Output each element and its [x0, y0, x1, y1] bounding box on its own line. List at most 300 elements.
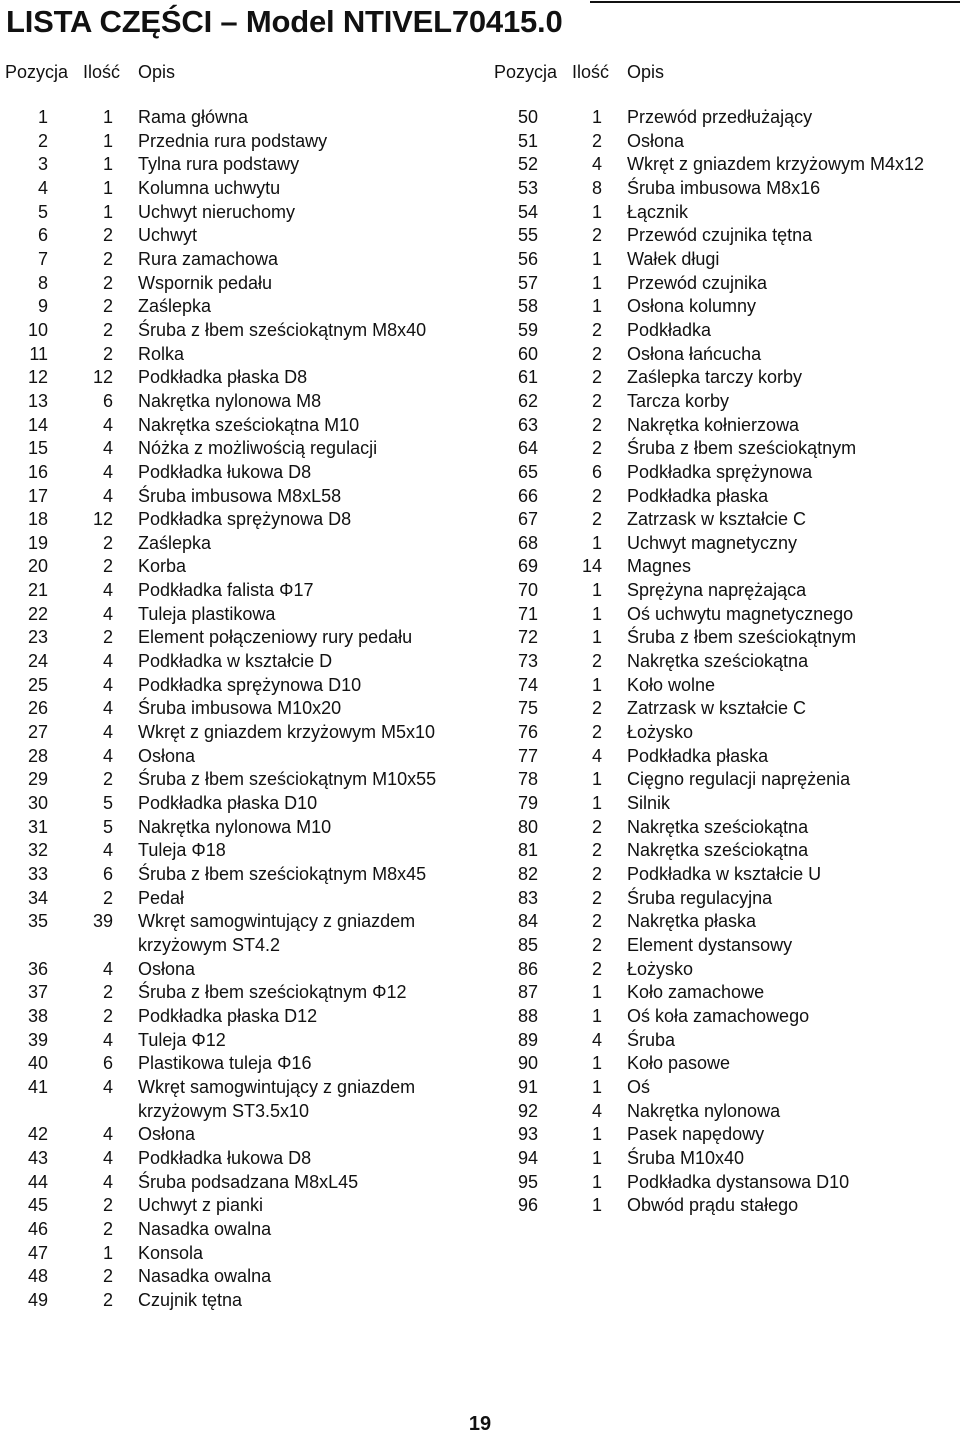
header-position: Pozycja	[5, 62, 69, 82]
part-row	[490, 366, 960, 390]
part-position: 82	[517, 864, 538, 884]
part-position: 86	[517, 958, 538, 979]
part-quantity: 1	[591, 1195, 602, 1216]
part-position: 11	[29, 343, 48, 364]
part-description: Przewód czujnika tętna	[627, 225, 813, 246]
part-row	[0, 910, 480, 957]
part-description: Tuleja Φ12	[138, 1029, 226, 1050]
column-header	[0, 60, 480, 84]
part-quantity: 2	[591, 840, 602, 861]
part-position: 63	[517, 414, 538, 435]
part-position: 10	[27, 319, 48, 340]
part-description: Tylna rura podstawy	[138, 154, 300, 175]
part-position: 2	[37, 130, 48, 151]
part-row	[490, 1005, 960, 1029]
part-description: Nakrętka sześciokątna	[627, 840, 809, 861]
part-quantity: 2	[102, 1289, 113, 1310]
part-row	[490, 674, 960, 698]
part-position: 62	[517, 390, 538, 411]
part-description: Element połączeniowy rury pedału	[138, 627, 413, 648]
part-quantity: 2	[591, 438, 602, 459]
part-description: Element dystansowy	[627, 934, 793, 955]
part-description: Nóżka z możliwością regulacji	[138, 438, 378, 459]
part-quantity: 1	[591, 1053, 602, 1074]
part-description: Sprężyna naprężająca	[627, 580, 807, 601]
part-quantity: 4	[102, 414, 113, 435]
part-quantity: 1	[591, 248, 602, 269]
part-description: Nakrętka nylonowa M8	[138, 390, 322, 411]
part-row	[490, 485, 960, 509]
part-quantity: 2	[591, 367, 602, 388]
part-row	[0, 295, 480, 319]
part-description: Podkładka płaska D12	[138, 1005, 318, 1026]
part-description: Konsola	[138, 1242, 204, 1263]
part-description: Wkręt z gniazdem krzyżowym M4x12	[627, 154, 925, 175]
part-description: Cięgno regulacji naprężenia	[627, 769, 851, 790]
part-position: 38	[27, 1005, 48, 1026]
part-description: Uchwyt nieruchomy	[138, 201, 296, 222]
part-position: 46	[27, 1218, 48, 1239]
part-description: Osłona łańcucha	[627, 343, 762, 364]
part-quantity: 4	[591, 1100, 602, 1121]
part-description: Rura zamachowa	[138, 248, 279, 269]
part-row	[0, 153, 480, 177]
part-position: 23	[27, 627, 48, 648]
part-description: Nasadka owalna	[138, 1266, 272, 1287]
part-quantity: 4	[102, 745, 113, 766]
part-position: 12	[27, 367, 48, 388]
part-position: 26	[27, 698, 48, 719]
part-quantity: 1	[591, 627, 602, 648]
part-position: 3	[37, 154, 48, 175]
part-description: Oś uchwytu magnetycznego	[627, 603, 854, 624]
part-description: Podkładka dystansowa D10	[627, 1171, 850, 1192]
part-quantity: 2	[591, 319, 602, 340]
part-description: Nasadka owalna	[138, 1218, 272, 1239]
column-header	[490, 60, 960, 84]
part-quantity: 6	[591, 461, 602, 482]
part-quantity: 2	[591, 722, 602, 743]
part-quantity: 1	[591, 580, 602, 601]
part-row	[0, 650, 480, 674]
part-position: 30	[27, 793, 48, 814]
part-quantity: 2	[102, 769, 113, 790]
part-position: 87	[517, 982, 538, 1003]
part-row	[490, 1100, 960, 1124]
part-description: Nakrętka płaska	[627, 911, 757, 932]
part-quantity: 2	[591, 343, 602, 364]
part-row	[0, 130, 480, 154]
part-row	[490, 839, 960, 863]
part-position: 25	[27, 674, 48, 695]
part-row	[0, 555, 480, 579]
part-row	[490, 177, 960, 201]
part-row	[490, 130, 960, 154]
part-row	[0, 1265, 480, 1289]
part-row	[490, 201, 960, 225]
part-description: Podkładka sprężynowa	[627, 461, 813, 482]
part-quantity: 2	[102, 627, 113, 648]
part-row	[0, 485, 480, 509]
part-description: Przewód czujnika	[627, 272, 768, 293]
part-position: 93	[517, 1124, 538, 1145]
part-quantity: 1	[591, 107, 602, 127]
part-position: 72	[517, 627, 538, 648]
part-description: Osłona	[627, 130, 685, 151]
part-quantity: 1	[591, 1147, 602, 1168]
part-position: 29	[27, 769, 48, 790]
part-quantity: 2	[102, 556, 113, 577]
part-quantity: 4	[591, 745, 602, 766]
part-row	[490, 816, 960, 840]
part-quantity: 1	[591, 201, 602, 222]
part-quantity: 2	[102, 1266, 113, 1287]
part-description: Korba	[138, 556, 187, 577]
part-quantity: 1	[591, 532, 602, 553]
part-row	[490, 887, 960, 911]
part-position: 71	[517, 603, 538, 624]
part-quantity: 2	[591, 485, 602, 506]
part-position: 91	[517, 1076, 538, 1097]
part-position: 68	[517, 532, 538, 553]
part-quantity: 2	[591, 698, 602, 719]
part-row	[0, 792, 480, 816]
part-quantity: 2	[102, 296, 113, 317]
part-description: Osłona kolumny	[627, 296, 757, 317]
header-quantity: Ilość	[83, 62, 121, 82]
part-row	[0, 745, 480, 769]
part-row	[490, 910, 960, 934]
part-description: Podkładka	[627, 319, 712, 340]
part-description: Nakrętka sześciokątna	[627, 651, 809, 672]
part-position: 81	[517, 840, 538, 861]
part-quantity: 5	[102, 793, 113, 814]
part-row	[0, 1123, 480, 1147]
part-quantity: 39	[92, 911, 113, 932]
part-row	[490, 934, 960, 958]
part-row	[490, 579, 960, 603]
part-row	[0, 697, 480, 721]
part-position: 88	[517, 1005, 538, 1026]
part-position: 14	[27, 414, 48, 435]
part-row	[490, 721, 960, 745]
part-position: 64	[517, 438, 538, 459]
part-description: Podkładka łukowa D8	[138, 461, 312, 482]
part-row	[0, 508, 480, 532]
part-position: 58	[517, 296, 538, 317]
part-position: 27	[27, 722, 48, 743]
part-row	[0, 201, 480, 225]
part-row	[0, 343, 480, 367]
part-row	[490, 508, 960, 532]
part-position: 21	[27, 580, 48, 601]
part-position: 89	[517, 1029, 538, 1050]
part-row	[0, 1147, 480, 1171]
part-description: Wkręt z gniazdem krzyżowym M5x10	[138, 722, 436, 743]
part-row	[0, 177, 480, 201]
part-position: 50	[517, 107, 538, 127]
part-description: Koło wolne	[627, 674, 716, 695]
part-row	[490, 958, 960, 982]
part-row	[490, 792, 960, 816]
part-quantity: 2	[102, 319, 113, 340]
part-row	[490, 1123, 960, 1147]
part-description: Podkładka w kształcie D	[138, 651, 333, 672]
part-quantity: 4	[102, 438, 113, 459]
part-quantity: 14	[581, 556, 602, 577]
part-position: 52	[517, 154, 538, 175]
part-row	[0, 1242, 480, 1266]
part-description: Kolumna uchwytu	[138, 177, 281, 198]
part-row	[0, 248, 480, 272]
part-quantity: 1	[102, 130, 113, 151]
part-quantity: 4	[102, 722, 113, 743]
part-description: Obwód prądu stałego	[627, 1195, 799, 1216]
part-quantity: 1	[102, 107, 113, 127]
part-description: Podkładka sprężynowa D10	[138, 674, 362, 695]
part-row	[490, 295, 960, 319]
part-row	[490, 697, 960, 721]
part-row	[0, 437, 480, 461]
part-quantity: 1	[102, 201, 113, 222]
part-row	[490, 555, 960, 579]
part-description: Oś koła zamachowego	[627, 1005, 810, 1026]
header-description: Opis	[138, 62, 176, 82]
part-quantity: 4	[102, 958, 113, 979]
part-row	[490, 1171, 960, 1195]
part-position: 6	[37, 225, 48, 246]
part-description: Zaślepka tarczy korby	[627, 367, 803, 388]
part-row	[0, 839, 480, 863]
part-position: 85	[517, 934, 538, 955]
part-position: 18	[27, 509, 48, 530]
part-description: Podkładka falista Φ17	[138, 580, 314, 601]
part-quantity: 1	[591, 1124, 602, 1145]
part-row	[490, 1052, 960, 1076]
part-quantity: 2	[591, 414, 602, 435]
part-description: Śruba z łbem sześciokątnym M8x40	[138, 319, 427, 340]
part-description: Podkładka sprężynowa D8	[138, 509, 352, 530]
part-row	[0, 981, 480, 1005]
part-position: 4	[37, 177, 48, 198]
part-quantity: 2	[102, 1195, 113, 1216]
part-quantity: 4	[102, 1124, 113, 1145]
part-quantity: 4	[102, 580, 113, 601]
part-description: Śruba z łbem sześciokątnym M10x55	[138, 769, 437, 790]
part-description: Podkładka płaska D10	[138, 793, 318, 814]
part-row	[0, 674, 480, 698]
part-row	[490, 650, 960, 674]
part-quantity: 6	[102, 390, 113, 411]
part-description: Magnes	[627, 556, 692, 577]
part-position: 48	[27, 1266, 48, 1287]
part-row	[0, 319, 480, 343]
part-row	[490, 437, 960, 461]
part-position: 24	[27, 651, 48, 672]
part-quantity: 4	[102, 1171, 113, 1192]
part-description: Osłona	[138, 745, 196, 766]
part-position: 45	[27, 1195, 48, 1216]
part-position: 41	[27, 1076, 48, 1097]
part-position: 53	[517, 177, 538, 198]
part-quantity: 12	[92, 367, 113, 388]
part-position: 8	[37, 272, 48, 293]
part-description: Wkręt samogwintujący z gniazdem krzyżowym ST4.2	[138, 911, 416, 955]
part-description: Osłona	[138, 1124, 196, 1145]
part-quantity: 4	[591, 1029, 602, 1050]
header-quantity: Ilość	[572, 62, 610, 82]
part-position: 36	[27, 958, 48, 979]
part-description: Koło pasowe	[627, 1053, 731, 1074]
part-description: Uchwyt magnetyczny	[627, 532, 798, 553]
part-position: 79	[517, 793, 538, 814]
part-description: Czujnik tętna	[138, 1289, 243, 1310]
part-position: 22	[27, 603, 48, 624]
part-position: 20	[27, 556, 48, 577]
header-position: Pozycja	[494, 62, 558, 82]
part-description: Śruba z łbem sześciokątnym	[627, 438, 857, 459]
part-position: 44	[27, 1171, 48, 1192]
part-position: 83	[517, 887, 538, 908]
part-position: 40	[27, 1053, 48, 1074]
part-description: Koło zamachowe	[627, 982, 765, 1003]
part-description: Śruba z łbem sześciokątnym M8x45	[138, 864, 427, 884]
part-position: 56	[517, 248, 538, 269]
part-position: 54	[517, 201, 538, 222]
part-row	[0, 887, 480, 911]
part-description: Tuleja plastikowa	[138, 603, 276, 624]
part-quantity: 2	[591, 816, 602, 837]
part-quantity: 2	[102, 272, 113, 293]
part-quantity: 12	[92, 509, 113, 530]
part-description: Nakrętka kołnierzowa	[627, 414, 800, 435]
part-row	[490, 1194, 960, 1218]
part-position: 70	[517, 580, 538, 601]
part-description: Śruba imbusowa M8xL58	[138, 485, 342, 506]
part-position: 55	[517, 225, 538, 246]
part-quantity: 1	[102, 1242, 113, 1263]
part-quantity: 2	[591, 225, 602, 246]
part-row	[0, 958, 480, 982]
part-description: Podkładka płaska D8	[138, 367, 308, 388]
part-row	[490, 532, 960, 556]
part-row	[0, 768, 480, 792]
part-position: 61	[517, 367, 538, 388]
part-position: 9	[37, 296, 48, 317]
part-description: Uchwyt	[138, 225, 198, 246]
part-position: 74	[517, 674, 538, 695]
part-quantity: 2	[591, 651, 602, 672]
part-position: 43	[27, 1147, 48, 1168]
part-quantity: 8	[591, 177, 602, 198]
part-position: 73	[517, 651, 538, 672]
part-description: Śruba z łbem sześciokątnym Φ12	[138, 982, 407, 1003]
part-quantity: 1	[591, 1076, 602, 1097]
part-quantity: 1	[591, 674, 602, 695]
parts-list	[0, 106, 480, 1312]
part-quantity: 4	[102, 485, 113, 506]
part-quantity: 2	[591, 887, 602, 908]
part-quantity: 2	[102, 887, 113, 908]
page-title: LISTA CZĘŚCI – Model NTIVEL70415.0	[6, 4, 563, 39]
part-description: Przewód przedłużający	[627, 107, 813, 127]
part-position: 84	[517, 911, 538, 932]
part-row	[0, 390, 480, 414]
part-quantity: 2	[102, 1218, 113, 1239]
part-row	[490, 106, 960, 130]
part-row	[0, 1218, 480, 1242]
part-position: 69	[517, 556, 538, 577]
part-description: Śruba	[627, 1029, 676, 1050]
part-quantity: 2	[102, 982, 113, 1003]
part-quantity: 2	[591, 130, 602, 151]
part-description: Oś	[627, 1076, 651, 1097]
part-quantity: 1	[591, 603, 602, 624]
part-row	[490, 414, 960, 438]
part-description: Rolka	[138, 343, 185, 364]
part-position: 57	[517, 272, 538, 293]
part-quantity: 2	[102, 1005, 113, 1026]
part-description: Łącznik	[627, 201, 689, 222]
part-row	[0, 721, 480, 745]
part-position: 49	[27, 1289, 48, 1310]
part-description: Zaślepka	[138, 532, 212, 553]
page-number: 19	[468, 1413, 492, 1435]
part-position: 92	[517, 1100, 538, 1121]
part-position: 33	[27, 864, 48, 884]
part-description: Tarcza korby	[627, 390, 730, 411]
part-position: 80	[517, 816, 538, 837]
part-description: Pedał	[138, 887, 185, 908]
part-position: 96	[517, 1195, 538, 1216]
part-row	[490, 981, 960, 1005]
part-row	[490, 1147, 960, 1171]
part-quantity: 6	[102, 1053, 113, 1074]
part-description: Nakrętka nylonowa	[627, 1100, 781, 1121]
part-row	[0, 1171, 480, 1195]
part-quantity: 4	[102, 674, 113, 695]
part-position: 47	[27, 1242, 48, 1263]
part-position: 66	[517, 485, 538, 506]
part-quantity: 4	[102, 461, 113, 482]
part-row	[0, 106, 480, 130]
part-row	[0, 461, 480, 485]
part-quantity: 1	[591, 1171, 602, 1192]
part-position: 94	[517, 1147, 538, 1168]
part-position: 95	[517, 1171, 538, 1192]
part-row	[490, 272, 960, 296]
part-quantity: 1	[591, 793, 602, 814]
part-position: 17	[27, 485, 48, 506]
part-row	[490, 153, 960, 177]
part-position: 76	[517, 722, 538, 743]
part-position: 75	[517, 698, 538, 719]
part-quantity: 4	[591, 154, 602, 175]
part-quantity: 1	[591, 982, 602, 1003]
part-position: 51	[517, 130, 538, 151]
part-description: Pasek napędowy	[627, 1124, 765, 1145]
part-position: 35	[27, 911, 48, 932]
part-row	[490, 224, 960, 248]
part-description: Podkładka łukowa D8	[138, 1147, 312, 1168]
part-quantity: 4	[102, 840, 113, 861]
part-row	[0, 626, 480, 650]
part-description: Wspornik pedału	[138, 272, 273, 293]
part-row	[0, 1052, 480, 1076]
part-description: Nakrętka nylonowa M10	[138, 816, 332, 837]
part-row	[0, 1029, 480, 1053]
part-description: Wałek długi	[627, 248, 720, 269]
